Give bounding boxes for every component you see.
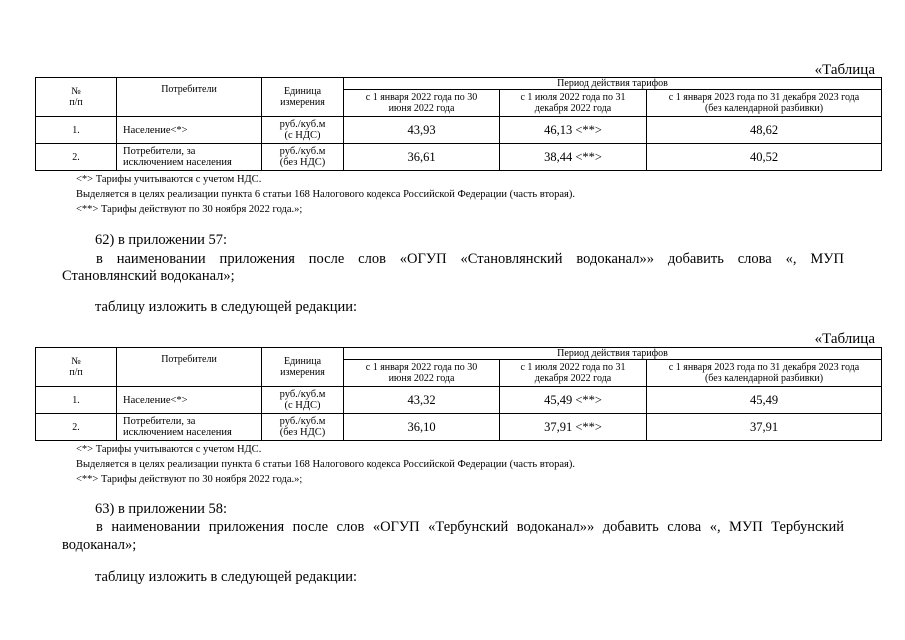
row-num: 1. (36, 387, 117, 414)
row-value-3: 48,62 (647, 117, 882, 144)
table-row (36, 414, 882, 441)
section-heading: 63) в приложении 58: (95, 501, 228, 517)
row-num: 1. (36, 117, 117, 144)
row-value-1: 43,32 (344, 387, 500, 414)
header-period-1: с 1 января 2022 года по 30 июня 2022 года (344, 90, 500, 117)
row-value-1: 36,61 (344, 144, 500, 171)
header-num: № п/п (36, 348, 117, 387)
footnote-tax-code: Выделяется в целях реализации пункта 6 статьи 168 Налогового кодекса Российской Федерации (часть вторая). (76, 189, 576, 200)
row-unit: руб./куб.м (без НДС) (262, 414, 344, 441)
section-text-line: таблицу изложить в следующей редакции: (95, 299, 358, 315)
header-period-3: с 1 января 2023 года по 31 декабря 2023 года (без календарной разбивки) (647, 360, 882, 387)
header-period-2: с 1 июля 2022 года по 31 декабря 2022 года (500, 360, 647, 387)
header-period: Период действия тарифов (344, 348, 882, 360)
row-consumer: Потребители, за исключением населения (117, 144, 262, 171)
header-unit: Единица измерения (262, 348, 344, 387)
section-text-line: Становлянский водоканал»; (62, 268, 235, 284)
row-value-2: 38,44 <**> (500, 144, 647, 171)
footnote-tax-code: Выделяется в целях реализации пункта 6 статьи 168 Налогового кодекса Российской Федерации (часть вторая). (76, 459, 576, 470)
section-text-line: в наименовании приложения после слов «ОГУП «Становлянский водоканал»» добавить слова «, МУП (96, 251, 844, 267)
row-value-3: 45,49 (647, 387, 882, 414)
table-caption: «Таблица (814, 62, 875, 78)
row-value-3: 40,52 (647, 144, 882, 171)
row-value-3: 37,91 (647, 414, 882, 441)
section-text-line: таблицу изложить в следующей редакции: (95, 569, 358, 585)
table-row (36, 117, 882, 144)
footnote-vat: <*> Тарифы учитываются с учетом НДС. (76, 444, 262, 455)
header-consumers: Потребители (117, 78, 262, 117)
header-period-2: с 1 июля 2022 года по 31 декабря 2022 года (500, 90, 647, 117)
row-value-2: 46,13 <**> (500, 117, 647, 144)
row-consumer: Население<*> (117, 387, 262, 414)
row-unit: руб./куб.м (с НДС) (262, 387, 344, 414)
table-row (36, 144, 882, 171)
row-unit: руб./куб.м (с НДС) (262, 117, 344, 144)
header-period: Период действия тарифов (344, 78, 882, 90)
header-consumers: Потребители (117, 348, 262, 387)
row-value-1: 36,10 (344, 414, 500, 441)
row-unit: руб./куб.м (без НДС) (262, 144, 344, 171)
header-period-1: с 1 января 2022 года по 30 июня 2022 года (344, 360, 500, 387)
row-value-2: 45,49 <**> (500, 387, 647, 414)
section-text-line: в наименовании приложения после слов «ОГУП «Тербунский водоканал»» добавить слова «, МУП Тербунский (96, 519, 844, 535)
section-heading: 62) в приложении 57: (95, 232, 228, 248)
footnote-vat: <*> Тарифы учитываются с учетом НДС. (76, 174, 262, 185)
tariff-table-1 (35, 77, 882, 171)
footnote-validity: <**> Тарифы действуют по 30 ноября 2022 года.»; (76, 204, 303, 215)
row-consumer: Потребители, за исключением населения (117, 414, 262, 441)
row-num: 2. (36, 414, 117, 441)
table-row (36, 387, 882, 414)
row-consumer: Население<*> (117, 117, 262, 144)
header-num: № п/п (36, 78, 117, 117)
table-caption: «Таблица (814, 331, 875, 347)
header-unit: Единица измерения (262, 78, 344, 117)
row-value-2: 37,91 <**> (500, 414, 647, 441)
footnote-validity: <**> Тарифы действуют по 30 ноября 2022 года.»; (76, 474, 303, 485)
header-period-3: с 1 января 2023 года по 31 декабря 2023 года (без календарной разбивки) (647, 90, 882, 117)
tariff-table-2 (35, 347, 882, 441)
section-text-line: водоканал»; (62, 537, 137, 553)
row-num: 2. (36, 144, 117, 171)
row-value-1: 43,93 (344, 117, 500, 144)
